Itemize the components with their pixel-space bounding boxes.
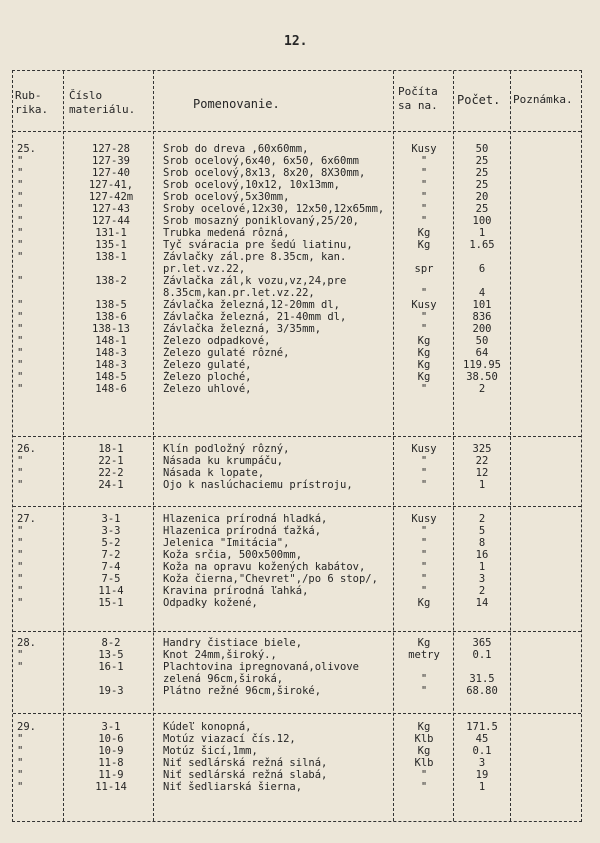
material-number-cell: 22-2 [98,467,124,479]
item-name-cell: Šrob ocelový,8x13, 8x20, 8X30mm, [163,167,366,179]
table-row [13,215,581,227]
unit-cell: " [420,203,428,215]
material-number-cell: 16-1 [98,661,124,673]
quantity-cell: 22 [475,455,489,467]
unit-cell: " [420,673,428,685]
quantity-cell: 25 [475,179,489,191]
quantity-cell: 19 [475,769,489,781]
rubrika-cell: " [17,597,24,609]
unit-cell: metry [408,649,440,661]
item-name-cell: Ojo k naslúchaciemu prístroju, [163,479,353,491]
rubrika-cell: 27. [17,513,36,525]
rubrika-cell: " [17,299,24,311]
header-divider [13,131,581,132]
unit-cell: " [420,525,428,537]
unit-cell: Kusy [411,299,437,311]
item-name-cell: Motúz šicí,1mm, [163,745,258,757]
unit-cell: " [420,455,428,467]
material-number-cell: 138-1 [95,251,127,263]
item-name-cell: Šrob mosazný poniklovaný,25/20, [163,215,359,227]
unit-cell: " [420,769,428,781]
table-row [13,573,581,585]
item-name-cell: Koža srčia, 500x500mm, [163,549,303,561]
rubrika-cell: " [17,467,24,479]
quantity-cell: 6 [478,263,486,275]
section-divider [13,631,581,632]
material-number-cell: 148-3 [95,347,127,359]
rubrika-cell: " [17,757,24,769]
table-row [13,383,581,395]
section-divider [13,713,581,714]
section-divider [13,506,581,507]
rubrika-cell: " [17,561,24,573]
item-name-cell: Závlačka železná,12-20mm dl, [163,299,341,311]
quantity-cell: 325 [472,443,492,455]
quantity-cell: 0.1 [472,649,492,661]
material-number-cell: 11-8 [98,757,124,769]
unit-cell: Kg [417,347,431,359]
table-row [13,525,581,537]
table-row [13,323,581,335]
rubrika-cell: " [17,371,24,383]
quantity-cell: 50 [475,143,489,155]
table-row [13,263,581,275]
material-number-cell: 127-44 [92,215,130,227]
header-pocita-sa-na: Počíta sa na. [398,85,438,112]
rubrika-cell: " [17,311,24,323]
quantity-cell: 14 [475,597,489,609]
unit-cell: " [420,479,428,491]
inventory-table [12,70,582,822]
unit-cell: " [420,561,428,573]
header-rubrika: Rub- rika. [15,89,49,116]
table-row [13,597,581,609]
rubrika-cell: " [17,455,24,467]
quantity-cell: 365 [472,637,492,649]
quantity-cell: 2 [478,383,486,395]
material-number-cell: 18-1 [98,443,124,455]
material-number-cell: 148-3 [95,359,127,371]
quantity-cell: 101 [472,299,492,311]
item-name-cell: Jelenica "Imitácia", [163,537,290,549]
rubrika-cell: " [17,769,24,781]
material-number-cell: 138-5 [95,299,127,311]
unit-cell: Klb [414,757,434,769]
material-number-cell: 127-41, [88,179,134,191]
table-row [13,443,581,455]
material-number-cell: 138-2 [95,275,127,287]
material-number-cell: 127-39 [92,155,130,167]
quantity-cell: 25 [475,203,489,215]
quantity-cell: 12 [475,467,489,479]
table-row [13,371,581,383]
table-row [13,179,581,191]
rubrika-cell: " [17,323,24,335]
item-name-cell: Železo uhlové, [163,383,252,395]
quantity-cell: 16 [475,549,489,561]
unit-cell: " [420,781,428,793]
quantity-cell: 1 [478,561,486,573]
material-number-cell: 135-1 [95,239,127,251]
rubrika-cell: " [17,383,24,395]
item-name-cell: Niť šedliarská šierna, [163,781,303,793]
material-number-cell: 127-40 [92,167,130,179]
rubrika-cell: " [17,179,24,191]
table-row [13,347,581,359]
quantity-cell: 1 [478,227,486,239]
item-name-cell: Hlazenica prírodná ťažká, [163,525,322,537]
unit-cell: " [420,585,428,597]
quantity-cell: 3 [478,573,486,585]
table-row [13,733,581,745]
quantity-cell: 1 [478,781,486,793]
table-row [13,513,581,525]
rubrika-cell: " [17,745,24,757]
quantity-cell: 2 [478,585,486,597]
table-row [13,239,581,251]
material-number-cell: 127-28 [92,143,130,155]
unit-cell: " [420,311,428,323]
item-name-cell: Šrob ocelový,6x40, 6x50, 6x60mm [163,155,359,167]
table-row [13,251,581,263]
unit-cell: " [420,191,428,203]
quantity-cell: 119.95 [463,359,501,371]
rubrika-cell: " [17,239,24,251]
item-name-cell: pr.let.vz.22, [163,263,246,275]
unit-cell: " [420,155,428,167]
table-row [13,155,581,167]
item-name-cell: Závlačka zál,k vozu,vz,24,pre [163,275,347,287]
material-number-cell: 3-1 [101,721,121,733]
unit-cell: " [420,537,428,549]
unit-cell: Kusy [411,513,437,525]
item-name-cell: Železo gulaté, [163,359,252,371]
material-number-cell: 19-3 [98,685,124,697]
rubrika-cell: " [17,251,24,263]
table-row [13,537,581,549]
rubrika-cell: " [17,537,24,549]
quantity-cell: 200 [472,323,492,335]
material-number-cell: 3-3 [101,525,121,537]
table-row [13,311,581,323]
quantity-cell: 3 [478,757,486,769]
unit-cell: Kg [417,637,431,649]
rubrika-cell: " [17,155,24,167]
rubrika-cell: " [17,573,24,585]
material-number-cell: 11-14 [95,781,127,793]
rubrika-cell: " [17,215,24,227]
item-name-cell: Šrob do dreva ,60x60mm, [163,143,309,155]
item-name-cell: Plachtovina ipregnovaná,olivove [163,661,359,673]
item-name-cell: Železo ploché, [163,371,252,383]
table-row [13,661,581,673]
item-name-cell: Závlačka železná, 3/35mm, [163,323,322,335]
quantity-cell: 20 [475,191,489,203]
header-poznamka: Poznámka. [513,93,573,106]
unit-cell: " [420,287,428,299]
table-row [13,203,581,215]
item-name-cell: 8.35cm,kan.pr.let.vz.22, [163,287,315,299]
material-number-cell: 127-42m [88,191,134,203]
material-number-cell: 11-4 [98,585,124,597]
quantity-cell: 100 [472,215,492,227]
table-row [13,781,581,793]
material-number-cell: 131-1 [95,227,127,239]
rubrika-cell: " [17,661,24,673]
rubrika-cell: " [17,275,24,287]
table-row [13,227,581,239]
table-row [13,745,581,757]
item-name-cell: Kravina prírodná ľahká, [163,585,309,597]
quantity-cell: 836 [472,311,492,323]
unit-cell: " [420,573,428,585]
rubrika-cell: 28. [17,637,36,649]
unit-cell: Kg [417,371,431,383]
quantity-cell: 1.65 [469,239,495,251]
rubrika-cell: " [17,347,24,359]
table-row [13,191,581,203]
item-name-cell: Niť sedlárská režná slabá, [163,769,328,781]
item-name-cell: Handry čistiace biele, [163,637,303,649]
table-row [13,287,581,299]
item-name-cell: Násada k lopate, [163,467,265,479]
header-pocet: Počet. [457,93,501,107]
material-number-cell: 127-43 [92,203,130,215]
material-number-cell: 13-5 [98,649,124,661]
rubrika-cell: " [17,191,24,203]
unit-cell: " [420,549,428,561]
item-name-cell: Šroby ocelové,12x30, 12x50,12x65mm, [163,203,385,215]
quantity-cell: 38.50 [466,371,498,383]
item-name-cell: Koža na opravu kožených kabátov, [163,561,366,573]
material-number-cell: 148-6 [95,383,127,395]
table-row [13,167,581,179]
table-row [13,721,581,733]
material-number-cell: 7-2 [101,549,121,561]
material-number-cell: 138-6 [95,311,127,323]
material-number-cell: 24-1 [98,479,124,491]
quantity-cell: 0.1 [472,745,492,757]
quantity-cell: 68.80 [466,685,498,697]
quantity-cell: 31.5 [469,673,495,685]
item-name-cell: Klín podložný rôzný, [163,443,290,455]
unit-cell: " [420,383,428,395]
material-number-cell: 148-1 [95,335,127,347]
material-number-cell: 138-13 [92,323,130,335]
quantity-cell: 50 [475,335,489,347]
rubrika-cell: " [17,781,24,793]
rubrika-cell: 25. [17,143,36,155]
table-row [13,335,581,347]
table-row [13,649,581,661]
header-cislo-materialu: Číslo materiálu. [69,89,136,116]
header-pomenovanie: Pomenovanie. [193,97,280,111]
material-number-cell: 11-9 [98,769,124,781]
item-name-cell: Násada ku krumpáču, [163,455,284,467]
quantity-cell: 25 [475,167,489,179]
table-row [13,549,581,561]
unit-cell: Klb [414,733,434,745]
item-name-cell: Kúdeľ konopná, [163,721,252,733]
material-number-cell: 8-2 [101,637,121,649]
unit-cell: Kg [417,239,431,251]
unit-cell: Kg [417,227,431,239]
rubrika-cell: " [17,359,24,371]
item-name-cell: Železo odpadkové, [163,335,271,347]
table-row [13,561,581,573]
unit-cell: Kg [417,359,431,371]
table-row [13,685,581,697]
unit-cell: Kusy [411,143,437,155]
rubrika-cell: " [17,167,24,179]
item-name-cell: Závlačka železná, 21-40mm dl, [163,311,347,323]
rubrika-cell: " [17,227,24,239]
table-row [13,455,581,467]
unit-cell: Kg [417,721,431,733]
quantity-cell: 171.5 [466,721,498,733]
material-number-cell: 5-2 [101,537,121,549]
table-row [13,467,581,479]
item-name-cell: Šrob ocelový,10x12, 10x13mm, [163,179,341,191]
rubrika-cell: " [17,585,24,597]
quantity-cell: 45 [475,733,489,745]
material-number-cell: 10-6 [98,733,124,745]
material-number-cell: 15-1 [98,597,124,609]
table-row [13,299,581,311]
rubrika-cell: " [17,549,24,561]
table-row [13,585,581,597]
quantity-cell: 2 [478,513,486,525]
unit-cell: Kg [417,597,431,609]
item-name-cell: Hlazenica prírodná hladká, [163,513,328,525]
quantity-cell: 8 [478,537,486,549]
rubrika-cell: 29. [17,721,36,733]
rubrika-cell: " [17,733,24,745]
material-number-cell: 10-9 [98,745,124,757]
item-name-cell: Železo gulaté rôzné, [163,347,290,359]
table-row [13,359,581,371]
item-name-cell: Trubka medená rôzná, [163,227,290,239]
item-name-cell: Tyč sváracia pre šedú liatinu, [163,239,353,251]
unit-cell: " [420,215,428,227]
unit-cell: Kg [417,335,431,347]
table-row [13,673,581,685]
table-row [13,757,581,769]
item-name-cell: zelená 96cm,široká, [163,673,284,685]
table-row [13,637,581,649]
rubrika-cell: " [17,479,24,491]
material-number-cell: 7-4 [101,561,121,573]
unit-cell: Kg [417,745,431,757]
unit-cell: Kusy [411,443,437,455]
material-number-cell: 7-5 [101,573,121,585]
unit-cell: " [420,467,428,479]
unit-cell: " [420,323,428,335]
item-name-cell: Plátno režné 96cm,široké, [163,685,322,697]
rubrika-cell: " [17,335,24,347]
unit-cell: " [420,167,428,179]
item-name-cell: Odpadky kožené, [163,597,258,609]
item-name-cell: Knot 24mm,široký., [163,649,277,661]
unit-cell: " [420,179,428,191]
quantity-cell: 5 [478,525,486,537]
rubrika-cell: " [17,649,24,661]
rubrika-cell: " [17,203,24,215]
table-row [13,479,581,491]
quantity-cell: 64 [475,347,489,359]
table-row [13,275,581,287]
material-number-cell: 148-5 [95,371,127,383]
item-name-cell: Motúz viazací čís.12, [163,733,296,745]
table-row [13,143,581,155]
page-number: 12. [284,34,308,49]
rubrika-cell: 26. [17,443,36,455]
item-name-cell: Niť sedlárská režná silná, [163,757,328,769]
unit-cell: " [420,685,428,697]
material-number-cell: 22-1 [98,455,124,467]
quantity-cell: 1 [478,479,486,491]
item-name-cell: Šrob ocelový,5x30mm, [163,191,290,203]
rubrika-cell: " [17,525,24,537]
quantity-cell: 25 [475,155,489,167]
table-row [13,769,581,781]
quantity-cell: 4 [478,287,486,299]
section-divider [13,436,581,437]
item-name-cell: Závlačky zál.pre 8.35cm, kan. [163,251,347,263]
unit-cell: spr [414,263,434,275]
item-name-cell: Koža čierna,"Chevret",/po 6 stop/, [163,573,378,585]
material-number-cell: 3-1 [101,513,121,525]
